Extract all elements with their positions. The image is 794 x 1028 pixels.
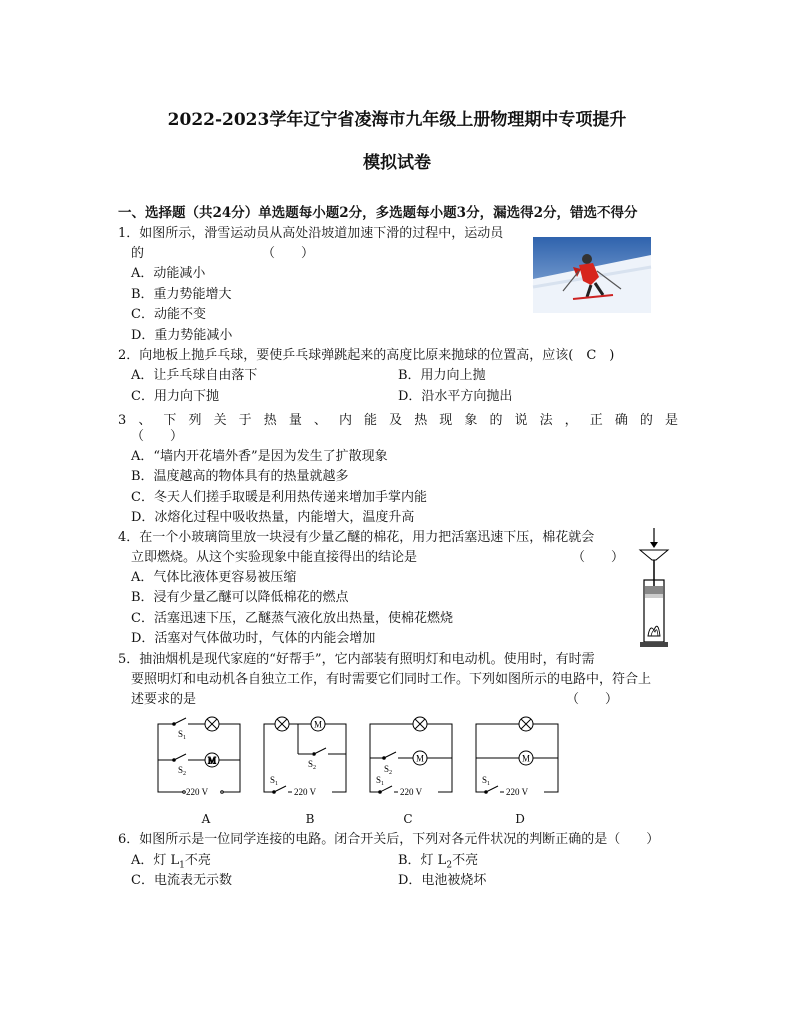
q4-option-d: D．活塞对气体做功时，气体的内能会增加: [131, 631, 376, 646]
q1-option-a: A．动能减小: [131, 266, 206, 281]
page-subtitle: 模拟试卷: [363, 153, 431, 173]
circuit-a: [158, 717, 240, 796]
circuit-d-s1-label: $S_1$: [482, 775, 491, 787]
q6-stem: 6．如图所示是一位同学连接的电路。闭合开关后，下列对各元件状况的判断正确的是（ ）: [118, 832, 660, 847]
q1-stem-line2: 的: [131, 246, 145, 261]
circuit-b-s2-label: $S_2$: [308, 759, 317, 771]
q3-option-d: D．冰熔化过程中吸收热量，内能增大，温度升高: [131, 510, 415, 525]
q3-option-c: C．冬天人们搓手取暖是利用热传递来增加手掌内能: [131, 490, 427, 505]
q4-option-b: B．浸有少量乙醚可以降低棉花的燃点: [131, 590, 349, 605]
circuit-a-voltage: 220 V: [186, 787, 209, 797]
circuit-label-a: A: [201, 812, 211, 826]
q6-option-a: A．灯 $L_1$不亮: [131, 853, 211, 871]
circuit-a-s1-label: $S_1$: [178, 729, 187, 741]
q3-stem: 3、下列关于热量、内能及热现象的说法，正确的是: [118, 413, 678, 428]
piston-apparatus-image: [634, 526, 674, 650]
q5-stem-line1: 5．抽油烟机是现代家庭的“好帮手”，它内部装有照明灯和电动机。使用时，有时需: [118, 652, 595, 667]
q5-stem-line3: 述要求的是: [131, 692, 197, 707]
circuit-c-s1-label: $S_1$: [376, 775, 385, 787]
q6-option-b: B．灯 $L_2$不亮: [398, 853, 479, 871]
q4-stem-line2: 立即燃烧。从这个实验现象中能直接得出的结论是: [131, 550, 418, 565]
q2-option-c: C．用力向下抛: [131, 389, 219, 404]
q1-stem-line1: 1．如图所示，滑雪运动员从高处沿坡道加速下滑的过程中，运动员: [118, 226, 504, 241]
circuit-label-b: B: [305, 812, 315, 826]
circuit-d-voltage: 220 V: [506, 787, 529, 797]
q1-option-c: C．动能不变: [131, 307, 206, 322]
skier-image: [533, 237, 651, 313]
q3-answer-paren: （ ）: [131, 429, 184, 444]
q1-option-b: B．重力势能增大: [131, 287, 232, 302]
q2-option-b: B．用力向上抛: [398, 368, 486, 383]
q4-stem-line1: 4．在一个小玻璃筒里放一块浸有少量乙醚的棉花，用力把活塞迅速下压，棉花就会: [118, 530, 595, 545]
q6-option-d: D．电池被烧坏: [398, 873, 487, 888]
q2-option-a: A．让乒乓球自由落下: [131, 368, 258, 383]
circuit-c-s2-label: $S_2$: [384, 764, 393, 776]
page-title: 2022-2023学年辽宁省凌海市九年级上册物理期中专项提升: [167, 110, 627, 130]
circuit-diagrams: M $S_1$ $S_2$ 220 V $S_2$ $S_1$ 220 V $S_2$ $S_1$ 220 V $S_1$ 220 V: [150, 712, 560, 804]
q1-option-d: D．重力势能减小: [131, 328, 233, 343]
q3-option-a: A．“墙内开花墙外香”是因为发生了扩散现象: [131, 449, 388, 464]
q4-answer-paren: （ ）: [572, 550, 625, 565]
q6-option-c: C．电流表无示数: [131, 873, 232, 888]
q3-option-b: B．温度越高的物体具有的热量就越多: [131, 469, 349, 484]
q4-option-c: C．活塞迅速下压，乙醚蒸气液化放出热量，使棉花燃烧: [131, 611, 453, 626]
q2-stem: 2．向地板上抛乒乓球，要使乒乓球弹跳起来的高度比原来抛球的位置高，应该( C ): [118, 348, 615, 363]
circuit-c-voltage: 220 V: [400, 787, 423, 797]
q5-answer-paren: （ ）: [566, 692, 619, 707]
circuit-b-s1-label: $S_1$: [270, 775, 279, 787]
circuit-label-c: C: [403, 812, 413, 826]
circuit-b-voltage: 220 V: [294, 787, 317, 797]
q5-stem-line2: 要照明灯和电动机各自独立工作，有时需要它们同时工作。下列如图所示的电路中，符合上: [131, 672, 652, 687]
circuit-label-d: D: [515, 812, 525, 826]
q1-answer-paren: （ ）: [262, 246, 315, 261]
q2-option-d: D．沿水平方向抛出: [398, 389, 513, 404]
q4-option-a: A．气体比液体更容易被压缩: [131, 570, 297, 585]
section-header: 一、选择题（共24分）单选题每小题2分，多选题每小题3分，漏选得2分，错选不得分: [118, 205, 638, 221]
circuit-a-s2-label: $S_2$: [178, 765, 187, 777]
